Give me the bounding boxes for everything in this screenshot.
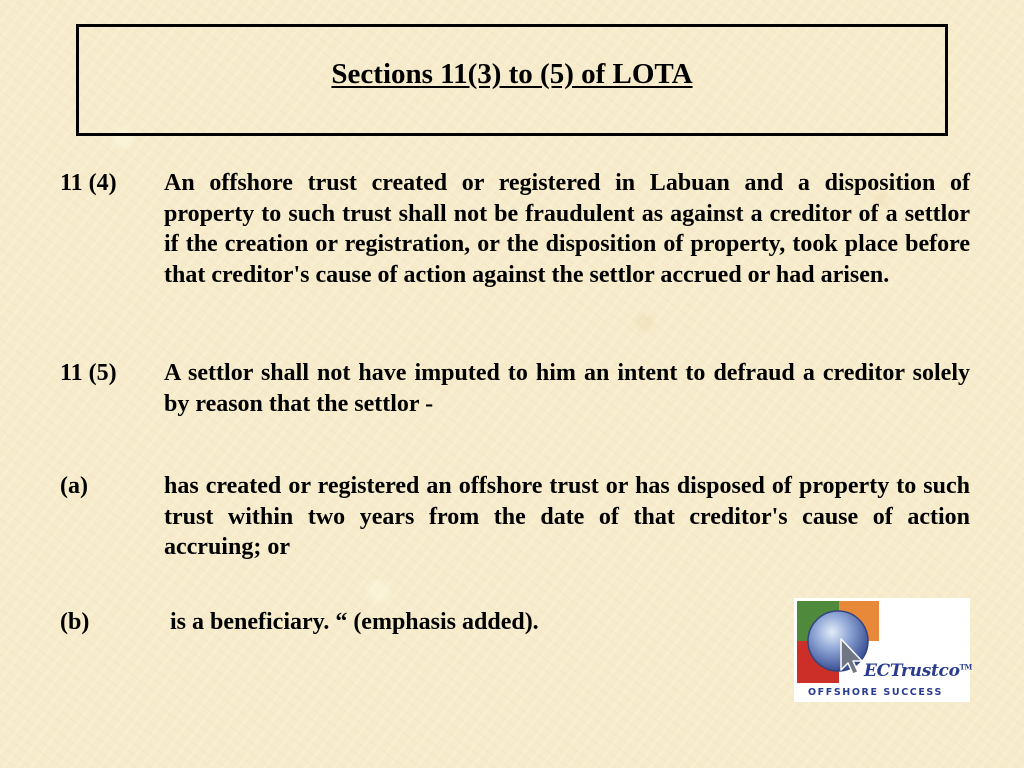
clause-text: has created or registered an offshore trust or has disposed of property to such trust within two years from the date of that creditor's cause of action accruing; or [164,473,970,560]
logo-brand-text: ECTrustco [864,661,960,681]
clause-text: An offshore trust created or registered in Labuan and a disposition of property to such trust shall not be fraudulent as against a creditor of a settlor if the creation or registration, or the disposition of property, took place before that creditor's cause of action against the settlor accrued or had arisen. [164,170,970,288]
clause-number: (a) [60,473,88,499]
ectrustco-logo [794,598,970,702]
clause-a [60,471,970,563]
clause-text: A settlor shall not have imputed to him an intent to defraud a creditor solely by reason that the settlor - [164,360,970,417]
title-box [76,24,948,136]
clause-text: is a beneficiary. “ (emphasis added). [170,609,539,635]
clause-number: (b) [60,609,90,635]
clause-number: 11 (4) [60,170,117,196]
slide-title: Sections 11(3) to (5) of LOTA [331,58,693,90]
logo-globe [808,611,868,671]
logo-tagline: OFFSHORE SUCCESS [808,687,943,698]
clause-number: 11 (5) [60,360,117,386]
logo-trademark: TM [959,662,972,672]
clause-11-4 [60,168,970,290]
clause-11-5 [60,358,970,419]
